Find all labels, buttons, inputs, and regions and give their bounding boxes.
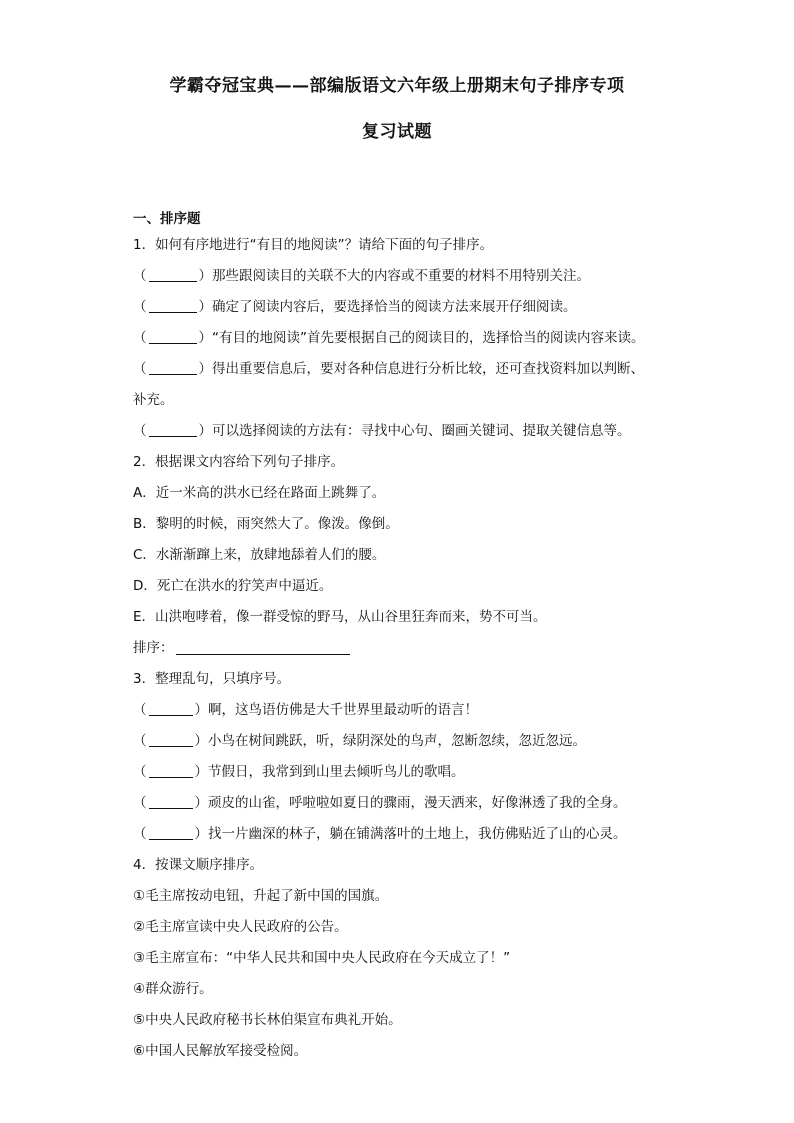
question-3-item: （ ）小鸟在树间跳跃，听，绿阴深处的鸟声，忽断忽续，忽近忽远。 <box>133 733 586 749</box>
question-2-option: D．死亡在洪水的狞笑声中逼近。 <box>133 578 333 594</box>
question-3-item: （ ）节假日，我常到到山里去倾听鸟儿的歌唱。 <box>133 764 465 780</box>
question-4-item: ⑥中国人民解放军接受检阅。 <box>133 1043 308 1059</box>
question-2-option: E．山洪咆哮着，像一群受惊的野马，从山谷里狂奔而来，势不可当。 <box>133 609 547 625</box>
question-4-item: ④群众游行。 <box>133 981 213 997</box>
question-1-item: （ ）可以选择阅读的方法有：寻找中心句、圈画关键词、提取关键信息等。 <box>133 423 631 439</box>
question-4-item: ⑤中央人民政府秘书长林伯渠宣布典礼开始。 <box>133 1012 402 1028</box>
question-3-stem: 3．整理乱句，只填序号。 <box>133 671 291 687</box>
question-2-option: B．黎明的时候，雨突然大了。像泼。像倒。 <box>133 516 399 532</box>
answer-blank[interactable] <box>149 267 197 282</box>
question-1-item: （ ）那些跟阅读目的关联不大的内容或不重要的材料不用特别关注。 <box>133 268 590 284</box>
question-1-item-continued: 补充。 <box>133 392 174 408</box>
section-heading: 一、排序题 <box>133 211 201 227</box>
answer-blank[interactable] <box>149 825 193 840</box>
question-4-item: ②毛主席宣读中央人民政府的公告。 <box>133 919 348 935</box>
question-4-stem: 4．按课文顺序排序。 <box>133 857 264 873</box>
answer-blank[interactable] <box>149 298 197 313</box>
answer-blank[interactable] <box>149 732 193 747</box>
answer-label: 排序： <box>133 640 174 656</box>
answer-blank[interactable] <box>149 763 193 778</box>
document-title: 学霸夺冠宝典——部编版语文六年级上册期末句子排序专项 <box>169 76 625 96</box>
question-2-stem: 2．根据课文内容给下列句子排序。 <box>133 454 345 470</box>
question-2-option: A．近一米高的洪水已经在路面上跳舞了。 <box>133 485 386 501</box>
answer-blank[interactable] <box>149 701 193 716</box>
question-1-item: （ ）“有目的地阅读”首先要根据自己的阅读目的，选择恰当的阅读内容来读。 <box>133 330 645 346</box>
answer-line[interactable] <box>176 640 350 655</box>
question-3-item: （ ）啊，这鸟语仿佛是大千世界里最动听的语言！ <box>133 702 478 718</box>
question-2-option: C．水渐渐蹿上来，放肆地舔着人们的腰。 <box>133 547 386 563</box>
question-3-item: （ ）找一片幽深的林子，躺在铺满落叶的土地上，我仿佛贴近了山的心灵。 <box>133 826 627 842</box>
question-4-item: ③毛主席宣布：“中华人民共和国中央人民政府在今天成立了！” <box>133 950 511 966</box>
answer-blank[interactable] <box>149 422 197 437</box>
question-4-item: ①毛主席按动电钮，升起了新中国的国旗。 <box>133 888 389 904</box>
answer-blank[interactable] <box>149 360 197 375</box>
answer-blank[interactable] <box>149 794 193 809</box>
question-1-item: （ ）得出重要信息后，要对各种信息进行分析比较，还可查找资料加以判断、 <box>133 361 644 377</box>
document-title-line2: 复习试题 <box>362 122 432 142</box>
answer-blank[interactable] <box>149 329 197 344</box>
question-3-item: （ ）顽皮的山雀，呼啦啦如夏日的骤雨，漫天洒来，好像淋透了我的全身。 <box>133 795 627 811</box>
question-1-item: （ ）确定了阅读内容后，要选择恰当的阅读方法来展开仔细阅读。 <box>133 299 577 315</box>
question-2-answer <box>133 633 673 664</box>
question-1-stem: 1．如何有序地进行“有目的地阅读”？请给下面的句子排序。 <box>133 237 494 253</box>
question-list <box>133 230 673 1067</box>
